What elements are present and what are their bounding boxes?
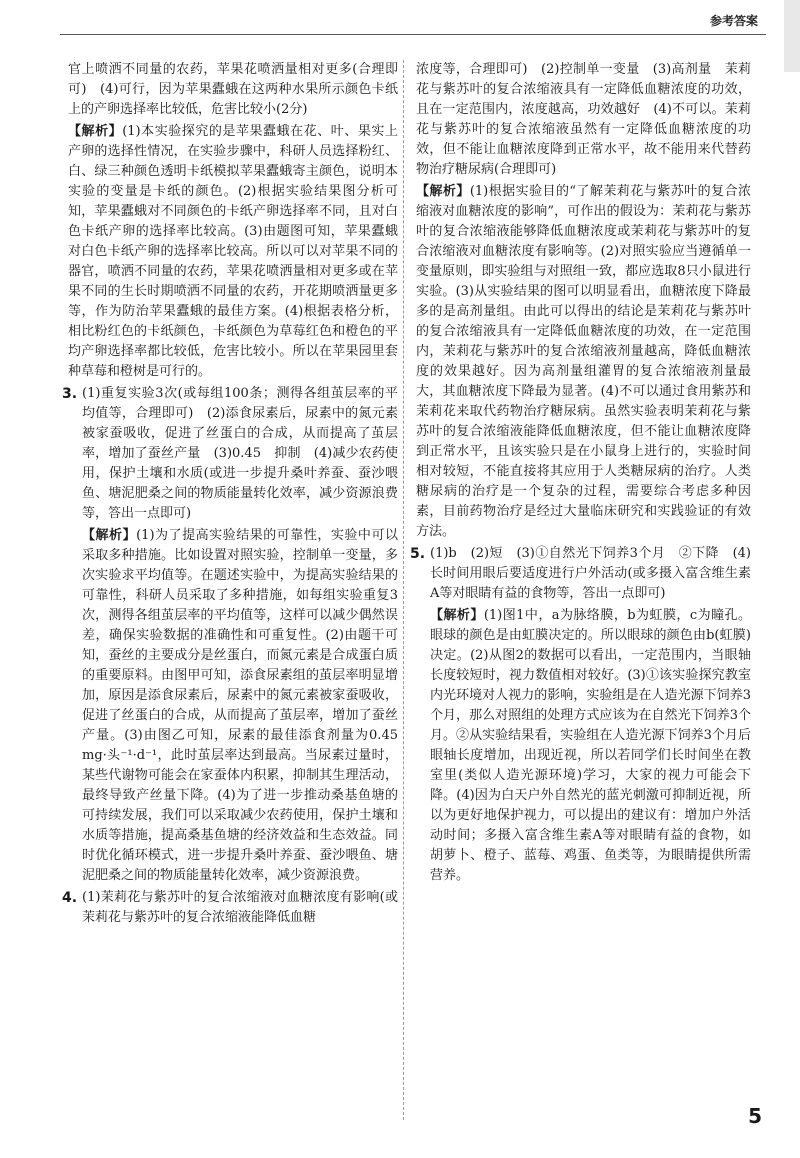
analysis-block bbox=[68, 526, 398, 886]
page-number: 5 bbox=[748, 1104, 762, 1128]
header-title: 参考答案 bbox=[709, 14, 758, 28]
question-number: 5. bbox=[410, 546, 426, 562]
answer-continuation: 官上喷洒不同量的农药，苹果花喷洒量相对更多(合理即可) (4)可行，因为苹果蠹蛾在这两种水果所示颜色卡纸上的产卵选择率比较低，危害比较小(2分) bbox=[68, 62, 398, 117]
analysis-tag: 【解析】 bbox=[416, 184, 470, 199]
analysis-tag: 【解析】 bbox=[82, 528, 137, 543]
analysis-text: (1)图1中，a为脉络膜，b为虹膜，c为瞳孔。眼球的颜色是由虹膜决定的。所以眼球的颜色由b(虹膜)决定。(2)从图2的数据可以看出，一定范围内，当眼轴长度较短时，视力数值相对较好。(3)①该实验探究教室内光环境对人视力的影响，实验组是在人造光源下饲养3个月，那么对照组的处理方式应该为在自然光下饲养3个月。②从实验结果看，实验组在人造光源下饲养3个月后眼轴长度增加，出现近视，所以若同学们长时间坐在教室里(类似人造光源环境)学习，大家的视力可能会下降。(4)因为白天户外自然光的蓝光刺激可抑制近视，所以为更好地保护视力，可以提出的建议有：增加户外活动时间；多摄入富含维生素A等对眼睛有益的食物，如胡萝卜、橙子、蓝莓、鸡蛋、鱼类等，为眼睛提供所需营养。 bbox=[430, 608, 751, 883]
answer-text: (1)b (2)短 (3)①自然光下饲养3个月 ②下降 (4)长时间用眼后要适度进行户外活动(或多摄入富含维生素A等对眼睛有益的食物等，答出一点即可) bbox=[430, 546, 751, 601]
analysis-block bbox=[416, 182, 751, 542]
column-divider bbox=[403, 60, 404, 1120]
analysis-text: (1)根据实验目的“了解茉莉花与紫苏叶的复合浓缩液对血糖浓度的影响”，可作出的假设为：茉莉花与紫苏叶的复合浓缩液能够降低血糖浓度或茉莉花与紫苏叶的复合浓缩液对血糖浓度有影响等。(2)对照实验应当遵循单一变量原则，即实验组与对照组一致，都应选取8只小鼠进行实验。(3)从实验结果的图可以明显看出，血糖浓度下降最多的是高剂量组。由此可以得出的结论是茉莉花与紫苏叶的复合浓缩液具有一定降低血糖浓度的功效，在一定范围内，茉莉花与紫苏叶的复合浓缩液剂量越高，降低血糖浓度的效果越好。因为高剂量组灌胃的复合浓缩液剂量最大，其血糖浓度下降最为显著。(4)不可以通过食用紫苏和茉莉花来取代药物治疗糖尿病。虽然实验表明茉莉花与紫苏叶的复合浓缩液能降低血糖浓度，但不能让血糖浓度降到正常水平，且该实验只是在小鼠身上进行的，实验时间相对较短，不能直接将其应用于人类糖尿病的治疗。人类糖尿病的治疗是一个复杂的过程，需要综合考虑多种因素，目前药物治疗是经过大量临床研究和实践验证的有效方法。 bbox=[416, 184, 751, 539]
analysis-tag: 【解析】 bbox=[430, 608, 484, 623]
answer-text: (1)茉莉花与紫苏叶的复合浓缩液对血糖浓度有影响(或茉莉花与紫苏叶的复合浓缩液能降低血糖 bbox=[82, 890, 398, 925]
left-column bbox=[62, 60, 398, 930]
analysis-text: (1)本实验探究的是苹果蠹蛾在花、叶、果实上产卵的选择性情况，在实验步骤中，科研人员选择粉红、白、绿三种颜色透明卡纸模拟苹果蠹蛾寄主颜色，说明本实验的变量是卡纸的颜色。(2)根据实验结果图分析可知，苹果蠹蛾对不同颜色的卡纸产卵选择率不同，且对白色卡纸产卵的选择率比较高。(3)由题图可知，苹果蠹蛾对白色卡纸产卵的选择率比较高。所以可以对苹果不同的器官，喷洒不同量的农药，苹果花喷洒量相对更多或在苹果不同的生长时期喷洒不同量的农药，开花期喷洒量更多等，作为防治苹果蠹蛾的最佳方案。(4)根据表格分析，相比粉红色的卡纸颜色，卡纸颜色为草莓红色和橙色的平均产卵选择率都比较低，危害比较小。所以在苹果园里套种草莓和橙树是可行的。 bbox=[68, 124, 398, 379]
analysis-block bbox=[416, 606, 751, 886]
page-header bbox=[0, 0, 800, 36]
analysis-text: (1)为了提高实验结果的可靠性，实验中可以采取多种措施。比如设置对照实验，控制单一变量，多次实验求平均值等。在题述实验中，为提高实验结果的可靠性，科研人员采取了多种措施，如每组实验重复3次，测得各组茧层率的平均值等，这样可以减少偶然误差，确保实验数据的准确性和可重复性。(2)由题干可知，蚕丝的主要成分是丝蛋白，而氮元素是合成蛋白质的重要原料。由图甲可知，添食尿素组的茧层率明显增加，原因是添食尿素后，尿素中的氮元素被家蚕吸收，促进了丝蛋白的合成，从而提高了茧层率，增加了蚕丝产量。(3)由图乙可知，尿素的最佳添食剂量为0.45 mg·头⁻¹·d⁻¹，此时茧层率达到最高。当尿素过量时，某些代谢物可能会在家蚕体内积累，抑制其生理活动，最终导致产丝量下降。(4)为了进一步推动桑基鱼塘的可持续发展，我们可以采取减少农药使用，保护土壤和水质等措施，提高桑基鱼塘的经济效益和生态效益。同时优化循环模式，进一步提升桑叶养蚕、蚕沙喂鱼、塘泥肥桑之间的物质能量转化效率，减少资源浪费。 bbox=[82, 528, 398, 883]
answer-text: (1)重复实验3次(或每组100条；测得各组茧层率的平均值等，合理即可) (2)添食尿素后，尿素中的氮元素被家蚕吸收，促进了丝蛋白的合成，从而提高了茧层率，增加了蚕丝产量 (3)0.45 抑制 (4)减少农药使用，保护土壤和水质(或进一步提升桑叶养蚕、蚕沙喂鱼、塘泥肥桑之间的物质能量转化效率，减少资源浪费等，答出一点即可) bbox=[82, 386, 398, 521]
question-number: 3. bbox=[62, 386, 78, 402]
question-number: 4. bbox=[62, 890, 78, 906]
right-column bbox=[410, 60, 751, 888]
analysis-block bbox=[68, 122, 398, 382]
question-4 bbox=[62, 888, 398, 928]
header-rule bbox=[60, 34, 766, 35]
question-5 bbox=[410, 544, 751, 604]
corner-tab bbox=[784, 0, 800, 72]
answer-continuation: 浓度等，合理即可) (2)控制单一变量 (3)高剂量 茉莉花与紫苏叶的复合浓缩液具有一定降低血糖浓度的功效，且在一定范围内，浓度越高，功效越好 (4)不可以。茉莉花与紫苏叶的复合浓缩液虽然有一定降低血糖浓度的功效，但不能让血糖浓度降到正常水平，故不能用来代替药物治疗糖尿病(合理即可) bbox=[416, 62, 751, 177]
analysis-tag: 【解析】 bbox=[68, 124, 123, 139]
question-3 bbox=[62, 384, 398, 524]
